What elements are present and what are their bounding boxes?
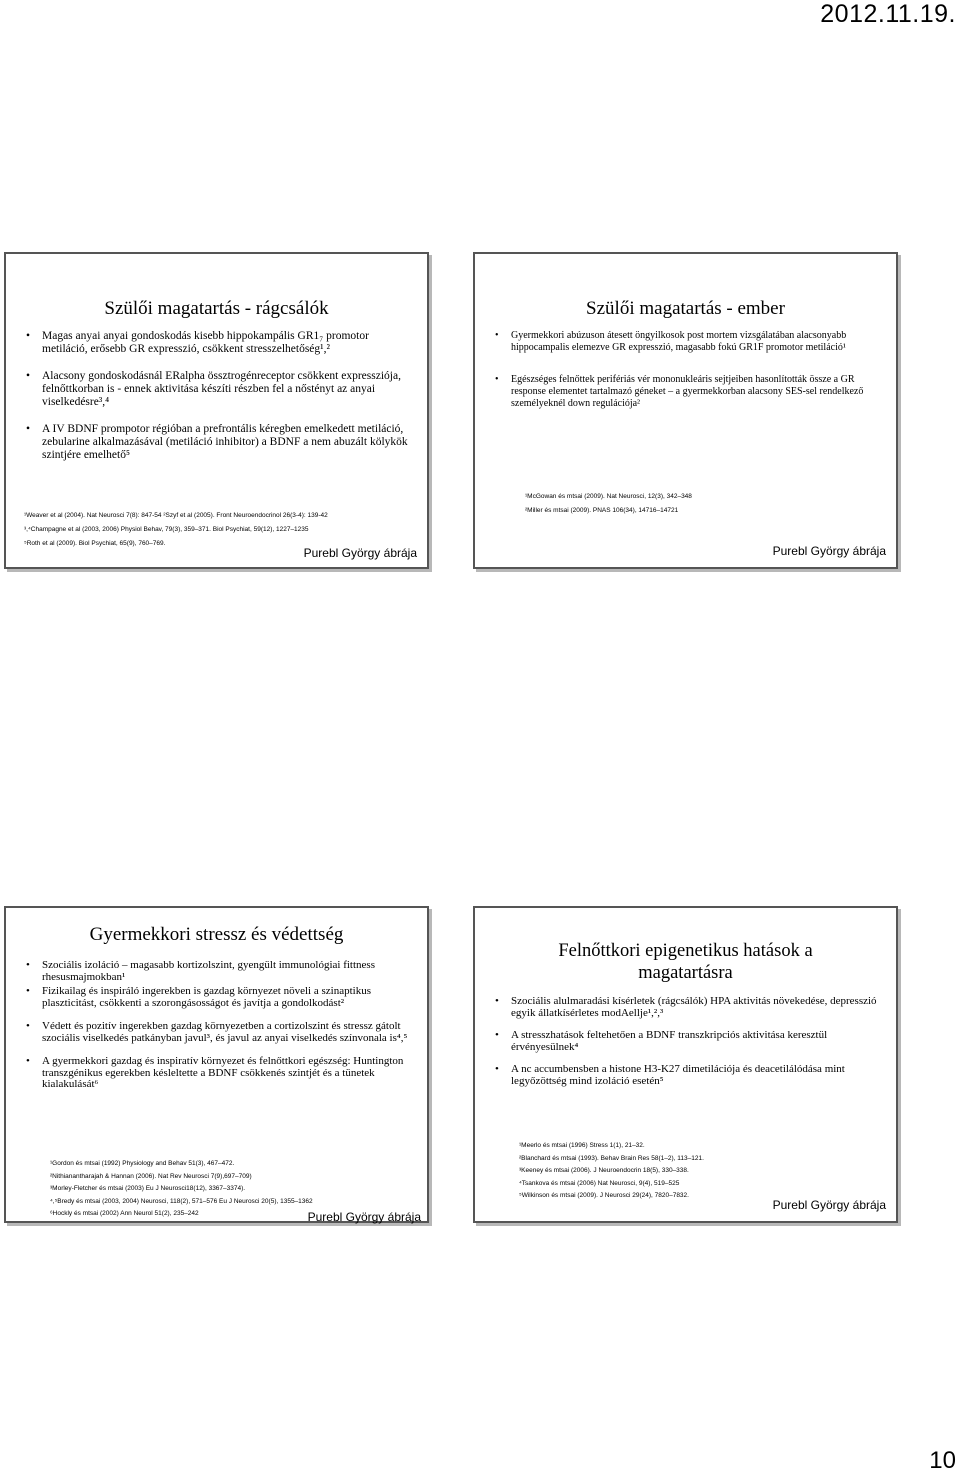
- slide-parental-behavior-rodents: [4, 252, 429, 569]
- reference-line: ³Morley-Fletcher és mtsai (2003) Eu J Neurosci18(12), 3367–3374).: [50, 1185, 246, 1192]
- bullet-icon: •: [26, 985, 30, 997]
- slide-title: Felnőttkori epigenetikus hatások a magatartásra: [558, 941, 813, 983]
- bullet-icon: •: [495, 374, 499, 385]
- reference-line: ⁴Tsankova és mtsai (2006) Nat Neurosci, 9(4), 519–525: [519, 1179, 680, 1187]
- bullet-list: [491, 330, 886, 410]
- bullet-item: • A gyermekkori gazdag és inspiratív környezet és felnőttkori egészség: Huntington transzgénikus egerekben késleltette a BDNF csökkenés szintjét és a tünetek kialakulását⁶: [26, 1055, 404, 1090]
- reference-line: ⁵Roth et al (2009). Biol Psychiat, 65(9), 760–769.: [24, 540, 166, 547]
- bullet-item: • Szociális izoláció – magasabb kortizolszint, gyengült immunológiai fittness rhesusmajmokban¹: [26, 959, 375, 983]
- reference-line: ²Nithianantharajah & Hannan (2006). Nat Rev Neurosci 7(9),697–709): [50, 1172, 252, 1180]
- reference-line: ¹Gordon és mtsai (1992) Physiology and Behav 51(3), 467–472.: [50, 1160, 235, 1167]
- bullet-icon: •: [495, 1029, 499, 1041]
- bullet-icon: •: [26, 370, 31, 382]
- bullet-item: • A stresszhatások feltehetően a BDNF transzkripciós aktivitása keresztül érvényesülnek⁴: [495, 1029, 828, 1053]
- slide-title: Szülői magatartás - rágcsálók: [104, 298, 329, 319]
- reference-line: ²Blanchard és mtsai (1993). Behav Brain Res 58(1–2), 113–121.: [519, 1154, 704, 1162]
- reference-line: ⁵Wilkinson és mtsai (2009). J Neurosci 29(24), 7820–7832.: [519, 1192, 689, 1199]
- figure-credit: Purebl György ábrája: [303, 546, 417, 560]
- references: [525, 490, 885, 518]
- reference-line: ³Keeney és mtsai (2006). J Neuroendocrin 18(5), 330–338.: [519, 1167, 689, 1174]
- bullet-icon: •: [495, 330, 499, 341]
- bullet-icon: •: [495, 995, 499, 1007]
- reference-line: ³,⁴Champagne et al (2003, 2006) Physiol Behav, 79(3), 359–371. Biol Psychiat, 59(12), 1227–1235: [24, 526, 309, 533]
- reference-line: ²Miller és mtsai (2009). PNAS 106(34), 14716–14721: [525, 507, 679, 514]
- bullet-item: • A nc accumbensben a histone H3-K27 dimetilációja és deacetilálódása mint legyőzöttség mind izoláció esetén⁵: [495, 1063, 845, 1087]
- bullet-list: [22, 960, 417, 1091]
- bullet-item: • Egészséges felnőttek perifériás vér mononukleáris sejtjeiben hasonlították össze a GR response elementet tartalmazó géneket – a gyermekkorban alacsony SES-sel rendelkező személyeknél down regulációja²: [495, 374, 864, 409]
- figure-credit: Purebl György ábrája: [772, 544, 886, 558]
- reference-line: ¹McGowan és mtsai (2009). Nat Neurosci, 12(3), 342–348: [525, 493, 692, 500]
- bullet-icon: •: [26, 423, 31, 435]
- bullet-icon: •: [26, 1020, 30, 1032]
- bullet-icon: •: [495, 1063, 499, 1075]
- references: [519, 1140, 879, 1203]
- bullet-icon: •: [26, 330, 31, 342]
- bullet-list: [491, 996, 886, 1087]
- reference-line: ⁶Hockly és mtsai (2002) Ann Neurol 51(2), 235–242: [50, 1210, 199, 1217]
- references: [24, 509, 419, 551]
- slide-title: Gyermekkori stressz és védettség: [89, 924, 344, 945]
- header-date: 2012.11.19.: [820, 0, 956, 28]
- bullet-item: • Szociális alulmaradási kísérletek (rágcsálók) HPA aktivitás növekedése, depresszió egyik állatkísérletes modAellje¹,²,³: [495, 995, 877, 1019]
- bullet-item: • Fizikailag és inspiráló ingerekben is gazdag környezet növeli a szinaptikus plaszticitást, csökkenti a szorongásosságot és javítja a gondolkodást²: [26, 985, 371, 1009]
- bullet-item: • Alacsony gondoskodásnál ERalpha össztrogénreceptor csökkent expressziója, felnőttkorban is - ennek aktivitása készíti részben fel a nőstényt az anyai viselkedésre³,⁴: [26, 370, 401, 408]
- bullet-item: • A IV BDNF prompotor régióban a prefrontális kéregben emelkedett metiláció, zebularine alkalmazásával (metiláció inhibitor) a BDNF a nem abuzált kölykök szintjére emelhető⁵: [26, 423, 408, 461]
- bullet-item: • Gyermekkori abúzuson átesett öngyilkosok post mortem vizsgálatában alacsonyabb hippocampalis elemezve GR expresszió, magasabb fokú GR1F promotor metiláció¹: [495, 330, 847, 353]
- reference-line: ¹Weaver et al (2004). Nat Neurosci 7(8): 847-54 ²Szyf et al (2005). Front Neuroendocrinol 26(3-4): 139-42: [24, 512, 328, 519]
- reference-line: ¹Meerlo és mtsai (1996) Stress 1(1), 21–32.: [519, 1142, 645, 1149]
- bullet-icon: •: [26, 959, 30, 971]
- figure-credit: Purebl György ábrája: [307, 1210, 421, 1224]
- bullet-list: [22, 330, 417, 462]
- bullet-item: • Védett és pozitív ingerekben gazdag környezetben a cortizolszint és stressz gátolt szociális viselkedés patkányban javul³, és javul az anyai viselkedés színvonala is⁴,⁵: [26, 1020, 408, 1044]
- bullet-icon: •: [26, 1055, 30, 1067]
- reference-line: ⁴,⁵Bredy és mtsai (2003, 2004) Neurosci, 118(2), 571–576 Eu J Neurosci 20(5), 1355–1362: [50, 1197, 313, 1205]
- slide-parental-behavior-human: [473, 252, 898, 569]
- slide-adult-epigenetics: [473, 906, 898, 1223]
- slide-childhood-stress: [4, 906, 429, 1223]
- page-number: 10: [929, 1447, 956, 1474]
- figure-credit: Purebl György ábrája: [772, 1198, 886, 1212]
- slide-title: Szülői magatartás - ember: [586, 298, 785, 319]
- bullet-item: • Magas anyai anyai gondoskodás kisebb hippokampális GR1₇ promotor metiláció, erősebb GR expresszió, csökkent stresszelhetőség¹,²: [26, 330, 369, 355]
